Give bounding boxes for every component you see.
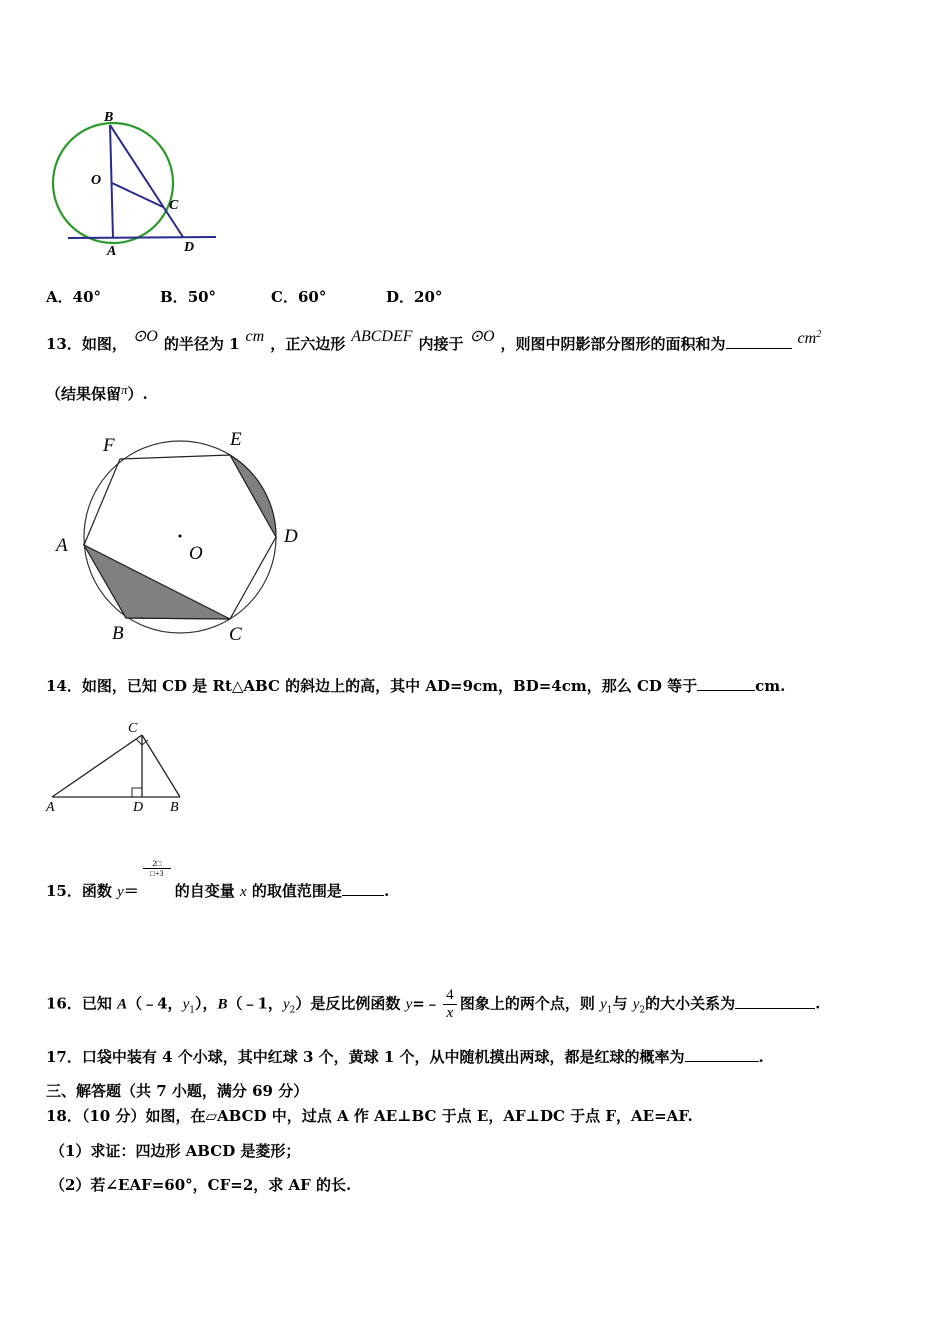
- q16-tail: .: [815, 994, 821, 1013]
- q12-label-a: A: [107, 244, 117, 259]
- option-letter: D．: [386, 288, 415, 306]
- q14-side-bc: [142, 735, 180, 797]
- q15-text: 的取值范围是: [246, 882, 342, 900]
- q13-label-c: C: [229, 624, 242, 645]
- q16-answer-blank[interactable]: [735, 994, 815, 1009]
- q16-number: 16．: [46, 994, 82, 1013]
- q15-fraction-num: 2□: [143, 859, 171, 869]
- q12-option-c: [271, 286, 326, 307]
- q13-center-dot: [179, 535, 182, 538]
- q14-label-c: C: [128, 721, 138, 736]
- q16-var: y: [182, 996, 190, 1013]
- q12-tangent-line: [68, 237, 216, 238]
- q12-label-d: D: [184, 240, 195, 255]
- option-value: 60°: [297, 288, 327, 306]
- q16-text: （﹣1，: [227, 994, 283, 1013]
- q13-text: （结果保留: [46, 385, 122, 403]
- q13-circle-symbol: ⊙O: [132, 328, 158, 345]
- q16-var: y: [600, 996, 607, 1013]
- q14-figure: [40, 715, 200, 820]
- q17-answer-blank[interactable]: [685, 1047, 759, 1062]
- q15-line: [46, 858, 390, 902]
- option-value: 50°: [187, 288, 217, 306]
- q13-label-o: O: [189, 543, 203, 564]
- q13-circle-symbol: ⊙O: [469, 328, 495, 345]
- q16-text: =﹣: [412, 994, 440, 1013]
- q17-text: 17．口袋中装有 4 个小球，其中红球 3 个，黄球 1 个，从中随机摸出两球，都是红球的概率为: [46, 1048, 685, 1066]
- q13-text: 的半径为 1: [163, 335, 240, 353]
- q12-figure: [40, 105, 230, 260]
- q15-number: 15．: [46, 882, 82, 900]
- q15-answer-blank[interactable]: [342, 881, 384, 896]
- q15-fraction-den: □+3: [150, 868, 164, 878]
- q13-unit: cm: [797, 330, 817, 347]
- q15-fraction: [143, 859, 171, 878]
- q13-text: ，则图中阴影部分图形的面积和为: [500, 335, 726, 353]
- q13-figure: [50, 425, 310, 647]
- q13-text: ）.: [127, 385, 148, 403]
- q13-unit: cm: [245, 328, 265, 345]
- q16-text: 图象上的两个点，则: [459, 994, 601, 1013]
- q16-line: [46, 987, 820, 1022]
- q16-point-b: B: [217, 996, 228, 1013]
- q14-label-a: A: [46, 800, 55, 815]
- q14-label-d: D: [133, 800, 144, 815]
- q16-sub: 1: [189, 1005, 195, 1016]
- q16-var: y: [405, 996, 413, 1013]
- q13-unit-sup: 2: [816, 329, 822, 340]
- q16-sub: 1: [606, 1005, 613, 1016]
- q13-line-1: [46, 328, 822, 354]
- q13-shaded-segment: [230, 455, 276, 537]
- q15-tail: .: [383, 882, 390, 900]
- q13-number: 13．: [46, 335, 82, 353]
- q16-text: 的大小关系为: [645, 994, 736, 1013]
- q13-shaded-triangle: [84, 545, 230, 619]
- q18-part-2: （2）若∠EAF=60°，CF=2，求 AF 的长.: [50, 1176, 352, 1194]
- option-value: 40°: [72, 288, 102, 306]
- q17-tail: .: [758, 1048, 764, 1066]
- q13-label-d: D: [284, 526, 298, 547]
- option-letter: A．: [46, 288, 73, 306]
- q14-label-b: B: [170, 800, 179, 815]
- q13-pi: π: [121, 382, 128, 397]
- q16-text: ），: [194, 994, 218, 1013]
- q16-text: 与: [612, 994, 633, 1013]
- q15-text: 的自变量: [174, 882, 241, 900]
- q16-fraction-den: x: [446, 1005, 454, 1021]
- q13-answer-blank[interactable]: [726, 334, 792, 349]
- q12-option-a: [46, 286, 101, 307]
- q13-line-2: [46, 383, 148, 404]
- q13-label-f: F: [103, 435, 115, 456]
- section-3-title: 三、解答题（共 7 小题，满分 69 分）: [46, 1082, 309, 1100]
- q16-var: y: [282, 996, 290, 1013]
- q16-text: （﹣4，: [127, 994, 183, 1013]
- q13-label-b: B: [112, 623, 124, 644]
- q13-label-e: E: [230, 429, 242, 450]
- q16-sub: 2: [639, 1005, 646, 1016]
- q14-line: [46, 675, 785, 696]
- q16-fraction: [443, 987, 457, 1022]
- q12-option-b: [160, 286, 216, 307]
- q14-side-ac: [52, 735, 142, 797]
- q16-var: y: [632, 996, 640, 1013]
- q12-label-b: B: [104, 110, 114, 125]
- q12-label-c: C: [169, 198, 179, 213]
- q15-var-y: y: [117, 884, 124, 900]
- q14-answer-blank[interactable]: [697, 676, 755, 691]
- q13-text: 如图，: [81, 335, 127, 353]
- option-letter: B．: [160, 288, 188, 306]
- option-letter: C．: [271, 288, 298, 306]
- q14-tail: cm.: [755, 677, 786, 695]
- q17-line: [46, 1046, 764, 1067]
- q18-part-1: （1）求证：四边形 ABCD 是菱形；: [50, 1142, 301, 1160]
- q12-option-d: [386, 286, 442, 307]
- q14-right-angle-d: [132, 788, 142, 797]
- q16-fraction-num: 4: [443, 987, 457, 1005]
- q15-text: 函数: [81, 882, 118, 900]
- q16-text: 已知: [81, 994, 118, 1013]
- q13-text: 内接于: [418, 335, 464, 353]
- q12-line-ba: [110, 125, 113, 238]
- q13-text: ，正六边形: [270, 335, 346, 353]
- q15-var-x: x: [240, 884, 247, 900]
- q12-label-o: O: [91, 173, 102, 188]
- q16-point-a: A: [117, 996, 128, 1013]
- q16-text: ）是反比例函数: [295, 994, 406, 1013]
- q13-label-a: A: [56, 535, 68, 556]
- q13-hexagon-name: ABCDEF: [351, 328, 413, 345]
- q15-equals: ＝: [123, 882, 139, 900]
- option-value: 20°: [414, 288, 443, 306]
- q16-sub: 2: [289, 1005, 296, 1016]
- q18-line-1: 18．（10 分）如图，在▱ABCD 中，过点 A 作 AE⊥BC 于点 E，AF⊥DC 于点 F，AE=AF.: [46, 1107, 693, 1125]
- q14-text: 14．如图，已知 CD 是 Rt△ABC 的斜边上的高，其中 AD=9cm，BD=4cm，那么 CD 等于: [46, 677, 698, 695]
